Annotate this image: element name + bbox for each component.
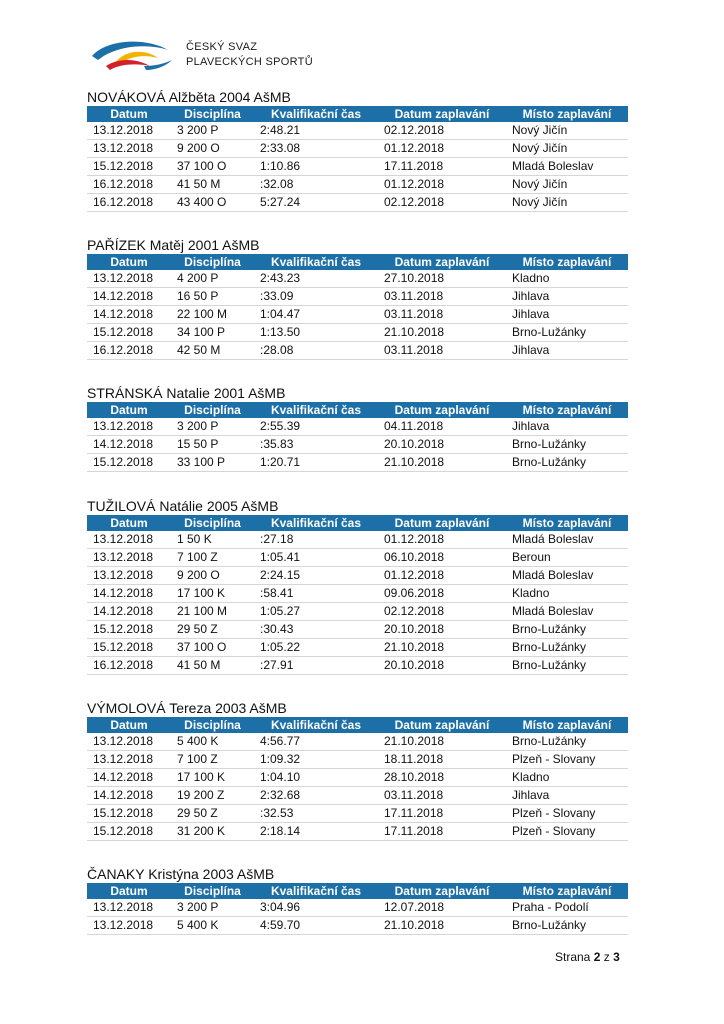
table-cell: 16 50 P	[171, 288, 254, 306]
table-cell: :28.08	[254, 342, 378, 360]
table-cell: 02.12.2018	[378, 194, 506, 212]
table-cell: 27.10.2018	[378, 270, 506, 288]
athlete-section	[87, 236, 628, 360]
table-cell: 01.12.2018	[378, 531, 506, 549]
table-cell: 1:05.41	[254, 549, 378, 567]
table-cell: Kladno	[506, 585, 628, 603]
table-cell: Mladá Boleslav	[506, 603, 628, 621]
table-cell: 15.12.2018	[87, 324, 171, 342]
table-cell: :33.09	[254, 288, 378, 306]
table-cell: 34 100 P	[171, 324, 254, 342]
table-cell: 14.12.2018	[87, 787, 171, 805]
table-cell: Jihlava	[506, 418, 628, 436]
logo-swimmer-icon	[88, 36, 184, 76]
table-row	[87, 603, 628, 621]
table-cell: 9 200 O	[171, 140, 254, 158]
table-row	[87, 899, 628, 917]
table-cell: 17.11.2018	[378, 158, 506, 176]
results-table	[87, 717, 628, 841]
table-cell: 03.11.2018	[378, 787, 506, 805]
table-cell: 37 100 O	[171, 639, 254, 657]
table-cell: 3 200 P	[171, 418, 254, 436]
table-cell: 03.11.2018	[378, 288, 506, 306]
table-cell: 2:33.08	[254, 140, 378, 158]
table-cell: Jihlava	[506, 787, 628, 805]
table-cell: Nový Jičín	[506, 194, 628, 212]
table-row	[87, 769, 628, 787]
athlete-section	[87, 865, 628, 935]
table-cell: 2:43.23	[254, 270, 378, 288]
table-cell: 21.10.2018	[378, 733, 506, 751]
table-cell: 01.12.2018	[378, 176, 506, 194]
column-header: Disciplína	[171, 402, 254, 418]
table-cell: :35.83	[254, 436, 378, 454]
table-cell: 41 50 M	[171, 176, 254, 194]
table-row	[87, 306, 628, 324]
table-cell: 17.11.2018	[378, 823, 506, 841]
table-cell: 13.12.2018	[87, 733, 171, 751]
results-table	[87, 883, 628, 935]
table-cell: 21.10.2018	[378, 639, 506, 657]
table-cell: 15.12.2018	[87, 454, 171, 472]
column-header: Datum	[87, 515, 171, 531]
table-cell: Brno-Lužánky	[506, 657, 628, 675]
table-cell: Jihlava	[506, 306, 628, 324]
table-cell: 1:20.71	[254, 454, 378, 472]
table-cell: Kladno	[506, 769, 628, 787]
table-cell: 16.12.2018	[87, 657, 171, 675]
table-cell: 5:27.24	[254, 194, 378, 212]
table-row	[87, 436, 628, 454]
table-cell: 2:48.21	[254, 122, 378, 140]
table-cell: :32.53	[254, 805, 378, 823]
table-row	[87, 122, 628, 140]
table-cell: 04.11.2018	[378, 418, 506, 436]
athlete-name: STRÁNSKÁ Natalie 2001 AšMB	[87, 385, 286, 401]
table-cell: Mladá Boleslav	[506, 531, 628, 549]
column-header: Disciplína	[171, 254, 254, 270]
table-cell: :58.41	[254, 585, 378, 603]
table-cell: 09.06.2018	[378, 585, 506, 603]
table-cell: 1:09.32	[254, 751, 378, 769]
table-header-row	[87, 106, 628, 122]
table-cell: 5 400 K	[171, 917, 254, 935]
table-cell: 12.07.2018	[378, 899, 506, 917]
table-cell: 1:10.86	[254, 158, 378, 176]
page-number	[555, 950, 620, 964]
table-cell: 17 100 K	[171, 585, 254, 603]
table-cell: 22 100 M	[171, 306, 254, 324]
table-cell: 1 50 K	[171, 531, 254, 549]
table-cell: 13.12.2018	[87, 270, 171, 288]
column-header: Datum	[87, 254, 171, 270]
table-cell: 2:55.39	[254, 418, 378, 436]
table-cell: Nový Jičín	[506, 140, 628, 158]
column-header: Datum	[87, 883, 171, 899]
table-row	[87, 657, 628, 675]
table-cell: Brno-Lužánky	[506, 733, 628, 751]
table-cell: 42 50 M	[171, 342, 254, 360]
table-cell: 2:24.15	[254, 567, 378, 585]
results-table	[87, 515, 628, 675]
table-cell: Brno-Lužánky	[506, 621, 628, 639]
athlete-name: TUŽILOVÁ Natálie 2005 AšMB	[87, 498, 279, 514]
table-cell: 15 50 P	[171, 436, 254, 454]
table-row	[87, 787, 628, 805]
table-cell: Plzeň - Slovany	[506, 751, 628, 769]
table-cell: Brno-Lužánky	[506, 454, 628, 472]
table-cell: 41 50 M	[171, 657, 254, 675]
table-cell: 20.10.2018	[378, 657, 506, 675]
athlete-name: VÝMOLOVÁ Tereza 2003 AšMB	[87, 700, 287, 716]
table-row	[87, 621, 628, 639]
column-header: Místo zaplavání	[506, 717, 628, 733]
table-header-row	[87, 515, 628, 531]
table-cell: Mladá Boleslav	[506, 158, 628, 176]
table-cell: 21.10.2018	[378, 917, 506, 935]
table-row	[87, 917, 628, 935]
column-header: Datum	[87, 717, 171, 733]
table-row	[87, 454, 628, 472]
table-cell: 06.10.2018	[378, 549, 506, 567]
table-row	[87, 823, 628, 841]
column-header: Kvalifikační čas	[254, 883, 378, 899]
table-cell: 1:04.10	[254, 769, 378, 787]
table-cell: Brno-Lužánky	[506, 917, 628, 935]
table-row	[87, 288, 628, 306]
table-cell: 37 100 O	[171, 158, 254, 176]
table-cell: 19 200 Z	[171, 787, 254, 805]
logo	[88, 36, 328, 76]
table-cell: 15.12.2018	[87, 805, 171, 823]
table-cell: 02.12.2018	[378, 603, 506, 621]
current-page: 2	[593, 950, 601, 964]
table-cell: 03.11.2018	[378, 306, 506, 324]
table-cell: 01.12.2018	[378, 140, 506, 158]
table-cell: 13.12.2018	[87, 140, 171, 158]
table-cell: :27.91	[254, 657, 378, 675]
table-cell: 2:18.14	[254, 823, 378, 841]
table-cell: 20.10.2018	[378, 621, 506, 639]
table-cell: 14.12.2018	[87, 585, 171, 603]
table-cell: 15.12.2018	[87, 639, 171, 657]
table-cell: 13.12.2018	[87, 122, 171, 140]
table-cell: 16.12.2018	[87, 194, 171, 212]
table-row	[87, 751, 628, 769]
page-of: z	[603, 950, 610, 964]
table-cell: 4:59.70	[254, 917, 378, 935]
table-cell: 2:32.68	[254, 787, 378, 805]
column-header: Místo zaplavání	[506, 106, 628, 122]
table-cell: 03.11.2018	[378, 342, 506, 360]
athlete-section	[87, 699, 628, 841]
athlete-name: PAŘÍZEK Matěj 2001 AšMB	[87, 237, 260, 253]
column-header: Kvalifikační čas	[254, 717, 378, 733]
athlete-name: ČANAKY Kristýna 2003 AšMB	[87, 866, 275, 882]
table-header-row	[87, 883, 628, 899]
table-cell: Kladno	[506, 270, 628, 288]
org-name-line2: PLAVECKÝCH SPORTŮ	[186, 56, 313, 68]
column-header: Datum zaplavání	[378, 717, 506, 733]
table-cell: Brno-Lužánky	[506, 639, 628, 657]
table-cell: :27.18	[254, 531, 378, 549]
table-cell: 13.12.2018	[87, 567, 171, 585]
column-header: Disciplína	[171, 883, 254, 899]
column-header: Kvalifikační čas	[254, 254, 378, 270]
table-cell: 15.12.2018	[87, 621, 171, 639]
table-header-row	[87, 254, 628, 270]
table-cell: 1:05.22	[254, 639, 378, 657]
table-cell: 13.12.2018	[87, 917, 171, 935]
column-header: Datum zaplavání	[378, 106, 506, 122]
page-label: Strana	[555, 950, 591, 964]
table-cell: Brno-Lužánky	[506, 324, 628, 342]
total-pages: 3	[613, 950, 620, 964]
table-cell: 7 100 Z	[171, 549, 254, 567]
table-cell: Beroun	[506, 549, 628, 567]
table-cell: 14.12.2018	[87, 603, 171, 621]
column-header: Kvalifikační čas	[254, 106, 378, 122]
column-header: Disciplína	[171, 515, 254, 531]
table-row	[87, 531, 628, 549]
table-cell: Praha - Podolí	[506, 899, 628, 917]
column-header: Datum zaplavání	[378, 254, 506, 270]
table-row	[87, 342, 628, 360]
table-cell: 9 200 O	[171, 567, 254, 585]
table-cell: :32.08	[254, 176, 378, 194]
table-cell: 14.12.2018	[87, 769, 171, 787]
table-cell: 33 100 P	[171, 454, 254, 472]
column-header: Místo zaplavání	[506, 515, 628, 531]
table-row	[87, 324, 628, 342]
table-cell: 13.12.2018	[87, 751, 171, 769]
table-cell: :30.43	[254, 621, 378, 639]
table-cell: 13.12.2018	[87, 549, 171, 567]
table-cell: 15.12.2018	[87, 823, 171, 841]
column-header: Místo zaplavání	[506, 254, 628, 270]
table-cell: Jihlava	[506, 288, 628, 306]
table-row	[87, 270, 628, 288]
column-header: Kvalifikační čas	[254, 515, 378, 531]
table-cell: 20.10.2018	[378, 436, 506, 454]
table-cell: 1:05.27	[254, 603, 378, 621]
column-header: Datum zaplavání	[378, 402, 506, 418]
results-table	[87, 402, 628, 472]
table-cell: 43 400 O	[171, 194, 254, 212]
table-row	[87, 194, 628, 212]
table-row	[87, 158, 628, 176]
results-table	[87, 106, 628, 212]
table-cell: Nový Jičín	[506, 122, 628, 140]
table-row	[87, 140, 628, 158]
athlete-section	[87, 384, 628, 472]
table-cell: 15.12.2018	[87, 158, 171, 176]
table-header-row	[87, 717, 628, 733]
table-row	[87, 639, 628, 657]
table-cell: 7 100 Z	[171, 751, 254, 769]
table-cell: 5 400 K	[171, 733, 254, 751]
table-header-row	[87, 402, 628, 418]
table-cell: Jihlava	[506, 342, 628, 360]
table-cell: Nový Jičín	[506, 176, 628, 194]
table-row	[87, 567, 628, 585]
column-header: Datum zaplavání	[378, 883, 506, 899]
table-cell: 4:56.77	[254, 733, 378, 751]
table-cell: 28.10.2018	[378, 769, 506, 787]
table-cell: 16.12.2018	[87, 176, 171, 194]
table-cell: 14.12.2018	[87, 306, 171, 324]
table-cell: Plzeň - Slovany	[506, 823, 628, 841]
table-row	[87, 549, 628, 567]
table-cell: 14.12.2018	[87, 288, 171, 306]
column-header: Datum zaplavání	[378, 515, 506, 531]
athlete-section	[87, 88, 628, 212]
table-cell: 21.10.2018	[378, 454, 506, 472]
table-cell: 13.12.2018	[87, 899, 171, 917]
table-cell: 01.12.2018	[378, 567, 506, 585]
table-cell: 29 50 Z	[171, 621, 254, 639]
table-cell: 18.11.2018	[378, 751, 506, 769]
table-cell: 3 200 P	[171, 122, 254, 140]
org-name-line1: ČESKÝ SVAZ	[186, 41, 258, 53]
table-cell: 4 200 P	[171, 270, 254, 288]
table-cell: 3 200 P	[171, 899, 254, 917]
table-row	[87, 418, 628, 436]
column-header: Datum	[87, 106, 171, 122]
table-cell: 13.12.2018	[87, 418, 171, 436]
table-cell: 21.10.2018	[378, 324, 506, 342]
table-cell: 1:04.47	[254, 306, 378, 324]
table-row	[87, 733, 628, 751]
table-cell: 29 50 Z	[171, 805, 254, 823]
table-cell: 02.12.2018	[378, 122, 506, 140]
table-cell: 16.12.2018	[87, 342, 171, 360]
athlete-name: NOVÁKOVÁ Alžběta 2004 AšMB	[87, 89, 291, 105]
column-header: Disciplína	[171, 717, 254, 733]
table-cell: 3:04.96	[254, 899, 378, 917]
table-cell: 17.11.2018	[378, 805, 506, 823]
table-cell: 17 100 K	[171, 769, 254, 787]
table-cell: Plzeň - Slovany	[506, 805, 628, 823]
results-table	[87, 254, 628, 360]
athlete-section	[87, 497, 628, 675]
table-row	[87, 805, 628, 823]
column-header: Kvalifikační čas	[254, 402, 378, 418]
column-header: Datum	[87, 402, 171, 418]
table-cell: 14.12.2018	[87, 436, 171, 454]
table-row	[87, 585, 628, 603]
table-cell: 31 200 K	[171, 823, 254, 841]
column-header: Místo zaplavání	[506, 883, 628, 899]
table-row	[87, 176, 628, 194]
table-cell: 1:13.50	[254, 324, 378, 342]
table-cell: 13.12.2018	[87, 531, 171, 549]
table-cell: Brno-Lužánky	[506, 436, 628, 454]
table-cell: 21 100 M	[171, 603, 254, 621]
column-header: Disciplína	[171, 106, 254, 122]
table-cell: Mladá Boleslav	[506, 567, 628, 585]
column-header: Místo zaplavání	[506, 402, 628, 418]
